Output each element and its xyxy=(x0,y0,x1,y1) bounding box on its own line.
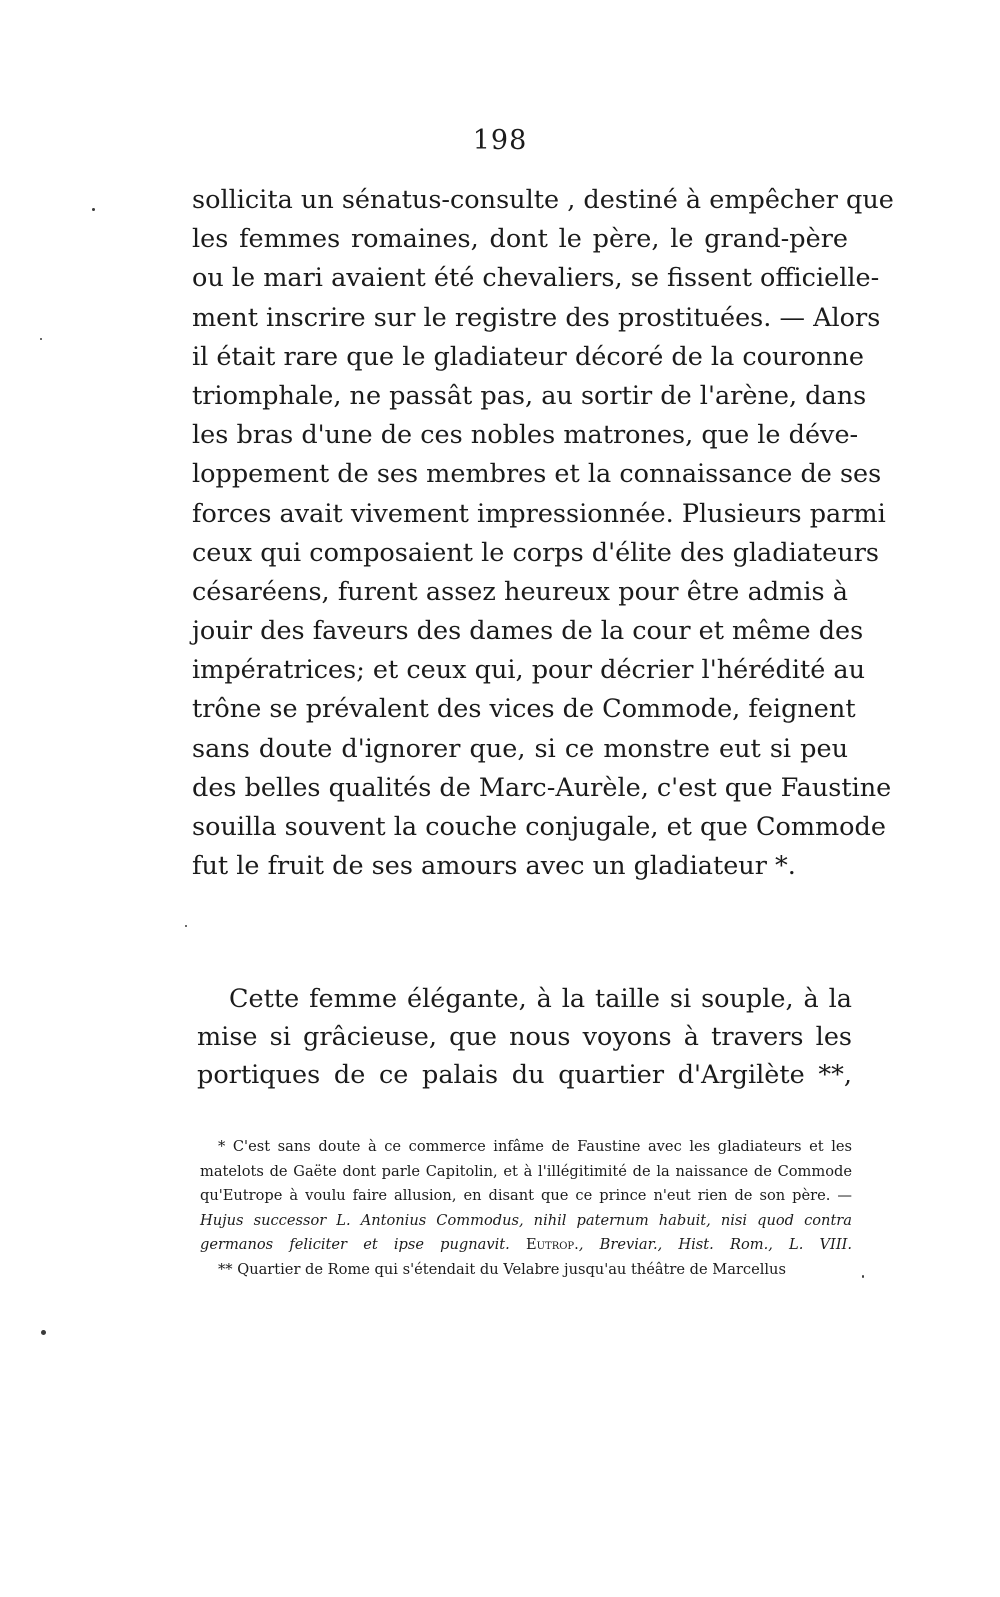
text-line: mise si grâcieuse, que nous voyons à travers les xyxy=(197,1022,852,1052)
text-line: forces avait vivement impressionnée. Plusieurs parmi xyxy=(192,498,886,529)
text-line: il était rare que le gladiateur décoré de la couronne xyxy=(192,341,864,372)
text-line: triomphale, ne passât pas, au sortir de l'arène, dans xyxy=(192,380,867,411)
paper-speck xyxy=(862,1275,864,1278)
text-line: césaréens, furent assez heureux pour être admis à xyxy=(192,576,848,607)
paper-speck xyxy=(92,208,95,211)
text-line: des belles qualités de Marc-Aurèle, c'est que Faustine xyxy=(192,772,892,803)
page-number: 198 xyxy=(472,125,528,156)
citation-author: Eutrop. xyxy=(525,1236,579,1254)
text-line: les femmes romaines, dont le père, le grand-père xyxy=(192,224,848,255)
text-line: fut le fruit de ses amours avec un gladiateur *. xyxy=(192,851,796,882)
text-line: ou le mari avaient été chevaliers, se fissent officielle- xyxy=(192,263,880,294)
citation-reference: , Breviar., Hist. Rom., L. VIII. xyxy=(578,1236,852,1254)
latin-quote: germanos feliciter et ipse pugnavit. xyxy=(200,1236,510,1254)
text-line: trône se prévalent des vices de Commode, feignent xyxy=(192,694,856,725)
text-line: Cette femme élégante, à la taille si souple, à la xyxy=(229,984,852,1014)
text-line: ceux qui composaient le corps d'élite des gladiateurs xyxy=(192,537,879,568)
text-line: les bras d'une de ces nobles matrones, que le déve- xyxy=(192,420,859,451)
footnote-line-latin: Hujus successor L. Antonius Commodus, nihil paternum habuit, nisi quod contra xyxy=(200,1211,852,1229)
footnote-line: * C'est sans doute à ce commerce infâme de Faustine avec les gladiateurs et les xyxy=(218,1138,852,1155)
footnote-line: qu'Eutrope à voulu faire allusion, en disant que ce prince n'eut rien de son père. — xyxy=(200,1187,852,1205)
text-line: portiques de ce palais du quartier d'Argilète **, xyxy=(197,1060,852,1090)
footnote-line: ** Quartier de Rome qui s'étendait du Velabre jusqu'au théâtre de Marcellus xyxy=(218,1260,786,1278)
text-line: jouir des faveurs des dames de la cour et même des xyxy=(192,616,864,647)
text-line: souilla souvent la couche conjugale, et que Commode xyxy=(192,812,886,842)
text-line: impératrices; et ceux qui, pour décrier l'hérédité au xyxy=(192,655,866,686)
paper-speck xyxy=(40,338,42,340)
text-line: ment inscrire sur le registre des prostituées. — Alors xyxy=(192,302,881,333)
footnotes xyxy=(200,1135,852,1283)
footnote-line: matelots de Gaëte dont parle Capitolin, et à l'illégitimité de la naissance de Commode xyxy=(200,1162,852,1180)
paragraph-continued xyxy=(192,181,894,886)
paper-speck xyxy=(41,1330,46,1335)
paper-speck xyxy=(185,925,187,927)
text-line: loppement de ses membres et la connaissance de ses xyxy=(192,459,882,490)
footnote-line-citation xyxy=(200,1233,852,1258)
text-line: sans doute d'ignorer que, si ce monstre eut si peu xyxy=(192,733,848,764)
paragraph-new xyxy=(197,980,852,1094)
text-line: sollicita un sénatus-consulte , destiné à empêcher que xyxy=(192,185,894,215)
